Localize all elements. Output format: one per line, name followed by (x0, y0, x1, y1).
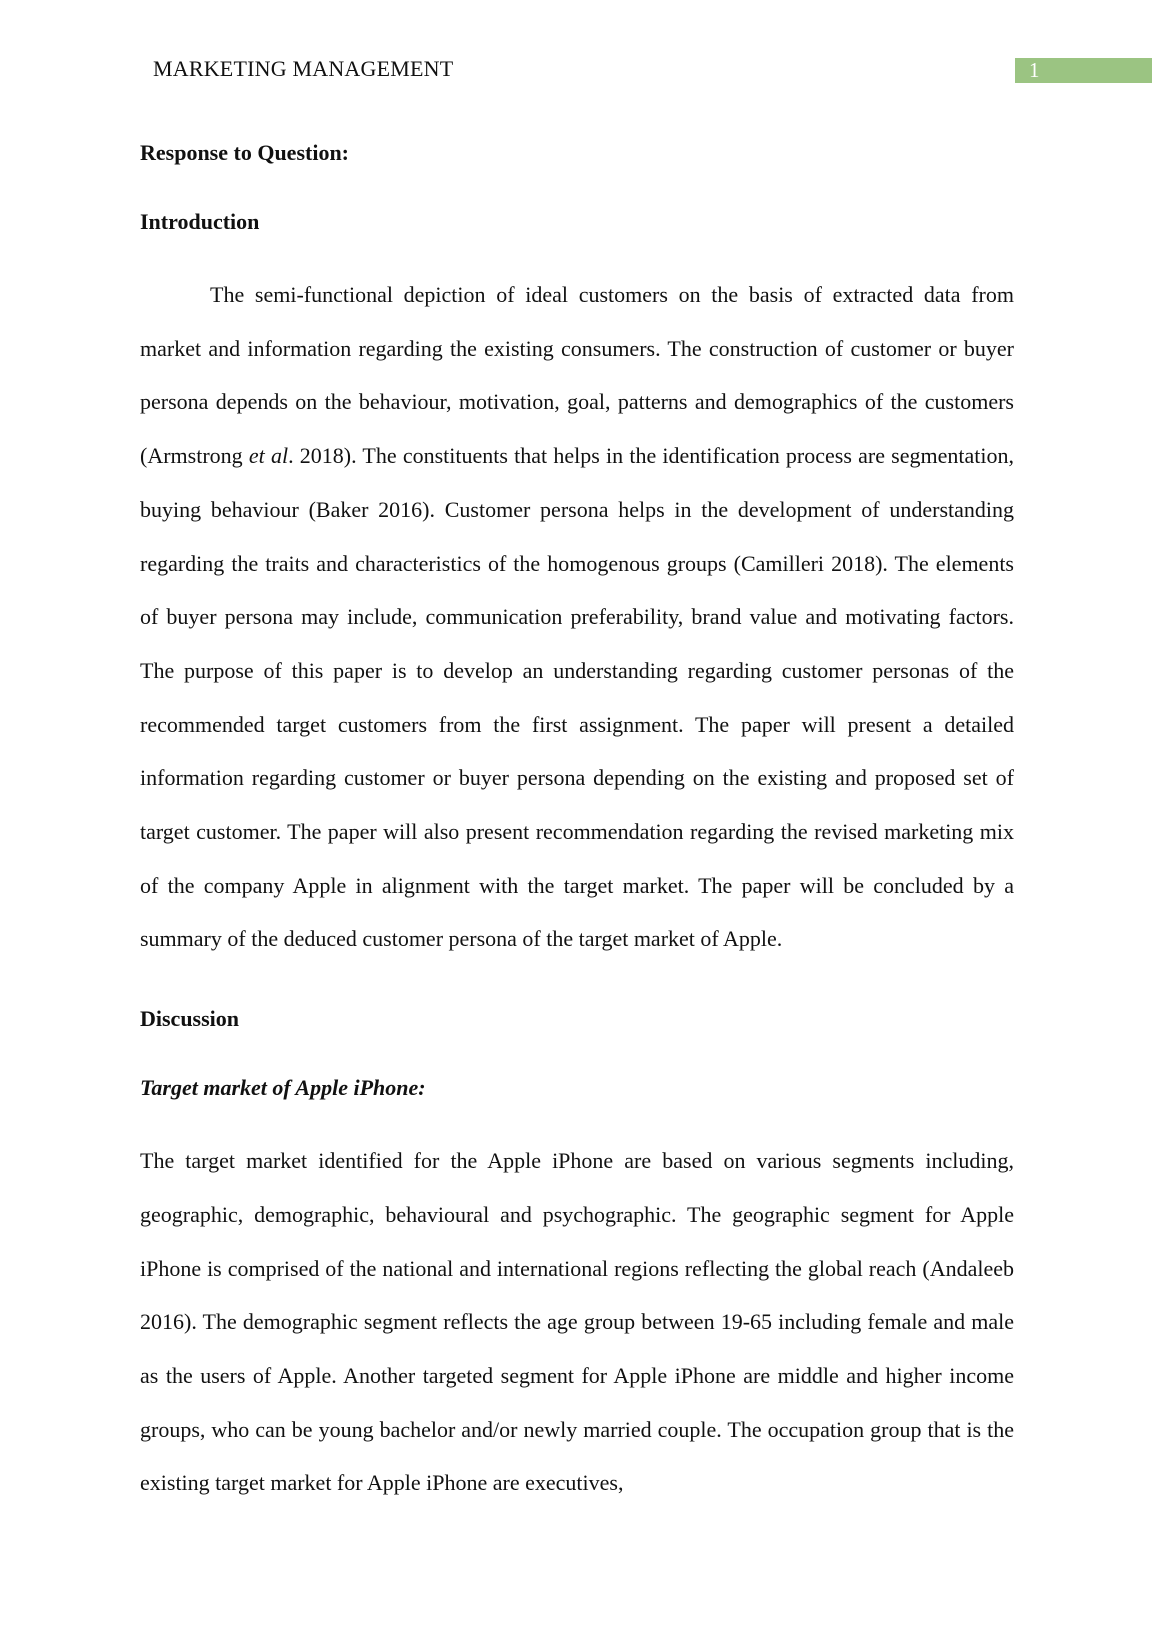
page-number: 1 (1015, 58, 1152, 83)
intro-text-italic: et al (248, 443, 289, 469)
heading-discussion: Discussion (140, 1006, 240, 1032)
target-market-paragraph: The target market identified for the Apple iPhone are based on various segments including, geographic, demographic, behavioural and psychographic. The geographic segment for Apple iPhone is comprised of the national and international regions reflecting the global reach (Andaleeb 2016). The demographic segment reflects the age group between 19-65 including female and male as the users of Apple. Another targeted segment for Apple iPhone are middle and higher income groups, who can be young bachelor and/or newly married couple. The occupation group that is the existing target market for Apple iPhone are executives, (140, 1148, 1014, 1496)
running-header-title: MARKETING MANAGEMENT (153, 56, 454, 81)
intro-text-part2: . 2018). The constituents that helps in the identification process are segmentation, buying behaviour (Baker 2016). Customer persona helps in the development of understanding regarding the traits and characteristics of the homogenous groups (Camilleri 2018). The elements of buyer persona may include, communication preferability, brand value and motivating factors. The purpose of this paper is to develop an understanding regarding customer personas of the recommended target customers from the first assignment. The paper will present a detailed information regarding customer or buyer persona depending on the existing and proposed set of target customer. The paper will also present recommendation regarding the revised marketing mix of the company Apple in alignment with the target market. The paper will be concluded by a summary of the deduced customer persona of the target market of Apple. (140, 443, 1014, 952)
introduction-paragraph (140, 268, 1014, 966)
heading-response-to-question: Response to Question: (140, 140, 350, 165)
heading-introduction: Introduction (140, 209, 260, 234)
intro-text-part1: The semi-functional depiction of ideal customers on the basis of extracted data from market and information regarding the existing consumers. The construction of customer or buyer persona depends on the behaviour, motivation, goal, patterns and demographics of the customers (Armstrong (140, 282, 1014, 469)
document-body (140, 130, 1014, 1510)
subheading-target-market: Target market of Apple iPhone: (140, 1075, 426, 1101)
